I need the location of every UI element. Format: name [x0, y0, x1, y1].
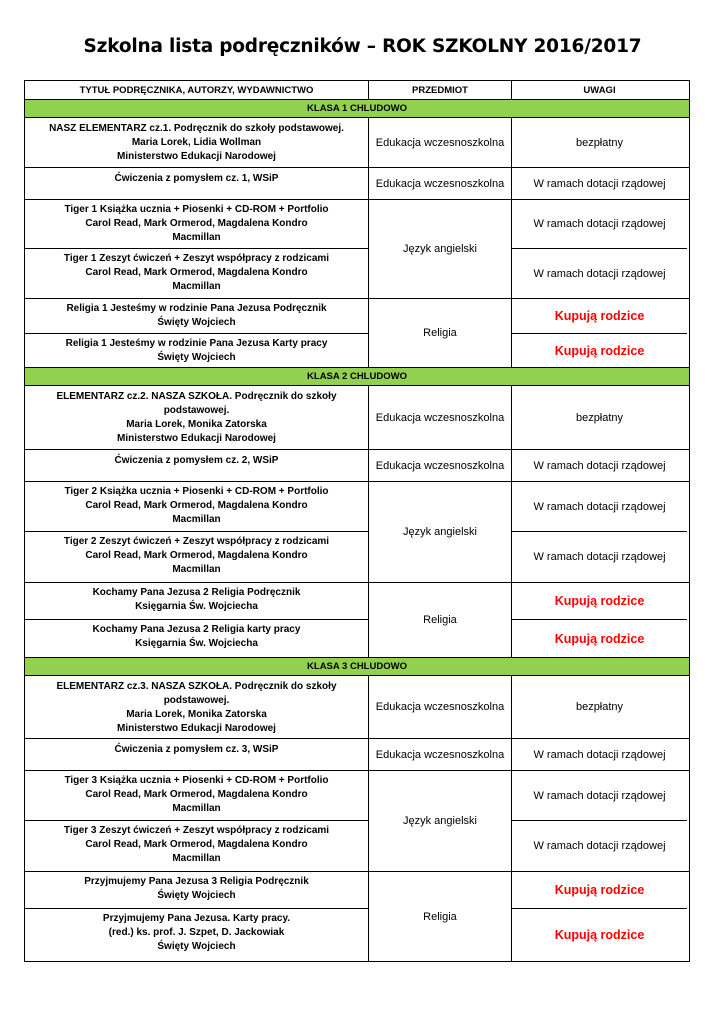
header-subject: PRZEDMIOT — [369, 81, 512, 99]
book-title: Tiger 2 Książka ucznia + Piosenki + CD-ROM + Portfolio Carol Read, Mark Ormerod, Magdalena Kondro Macmillan — [25, 482, 368, 532]
subject: Język angielski — [369, 771, 512, 871]
note-parents-buy: Kupują rodzice — [554, 631, 645, 646]
note: W ramach dotacji rządowej — [512, 482, 687, 532]
note: W ramach dotacji rządowej — [512, 771, 687, 821]
religion-group — [25, 299, 689, 368]
note: W ramach dotacji rządowej — [533, 267, 666, 280]
page-title: Szkolna lista podręczników – ROK SZKOLNY 2016/2017 — [83, 36, 642, 57]
table-row — [25, 739, 689, 771]
class-3-label: KLASA 3 CHLUDOWO — [25, 658, 689, 675]
table-header — [25, 81, 689, 100]
class-1-band — [25, 100, 689, 118]
subject: Edukacja wczesnoszkolna — [369, 168, 512, 199]
table-row — [25, 168, 689, 200]
note-parents-buy: Kupują rodzice — [512, 299, 687, 334]
subject: Edukacja wczesnoszkolna — [369, 386, 512, 449]
table-row — [25, 676, 689, 739]
class-3-band — [25, 658, 689, 676]
subject: Religia — [369, 583, 512, 657]
table-row — [25, 386, 689, 450]
note: W ramach dotacji rządowej — [533, 459, 666, 472]
class-2-label: KLASA 2 CHLUDOWO — [25, 368, 689, 385]
note-parents-buy: Kupują rodzice — [512, 872, 687, 909]
note: W ramach dotacji rządowej — [533, 748, 666, 761]
class-2-band — [25, 368, 689, 386]
note: W ramach dotacji rządowej — [512, 200, 687, 249]
subject: Język angielski — [369, 200, 512, 298]
book-title: NASZ ELEMENTARZ cz.1. Podręcznik do szkoły podstawowej. Maria Lorek, Lidia Wollman Ministerstwo Edukacji Narodowej — [25, 118, 369, 167]
book-title: Ćwiczenia z pomysłem cz. 2, WSiP — [25, 450, 369, 481]
religion-group — [25, 583, 689, 658]
book-title: Tiger 3 Zeszyt ćwiczeń + Zeszyt współpracy z rodzicami Carol Read, Mark Ormerod, Magdalena Kondro Macmillan — [63, 825, 330, 864]
note: W ramach dotacji rządowej — [533, 840, 666, 852]
book-title: Kochamy Pana Jezusa 2 Religia karty pracy Księgarnia Św. Wojciecha — [92, 624, 301, 649]
book-title: Tiger 1 Książka ucznia + Piosenki + CD-ROM + Portfolio Carol Read, Mark Ormerod, Magdalena Kondro Macmillan — [25, 200, 368, 249]
english-group — [25, 482, 689, 583]
header-title: TYTUŁ PODRĘCZNIKA, AUTORZY, WYDAWNICTWO — [25, 81, 369, 99]
note-parents-buy: Kupują rodzice — [554, 343, 645, 358]
subject: Edukacja wczesnoszkolna — [369, 739, 512, 770]
book-title: Kochamy Pana Jezusa 2 Religia Podręcznik Księgarnia Św. Wojciecha — [25, 583, 368, 620]
book-title: Religia 1 Jesteśmy w rodzinie Pana Jezusa Podręcznik Święty Wojciech — [25, 299, 368, 334]
book-title: Tiger 3 Książka ucznia + Piosenki + CD-ROM + Portfolio Carol Read, Mark Ormerod, Magdalena Kondro Macmillan — [25, 771, 368, 821]
english-group — [25, 200, 689, 299]
english-group — [25, 771, 689, 872]
table-row — [25, 450, 689, 482]
note: bezpłatny — [575, 411, 624, 424]
subject: Edukacja wczesnoszkolna — [369, 118, 512, 167]
class-1-label: KLASA 1 CHLUDOWO — [25, 100, 689, 117]
textbook-table — [24, 80, 690, 962]
book-title: Tiger 1 Zeszyt ćwiczeń + Zeszyt współpracy z rodzicami Carol Read, Mark Ormerod, Magdalena Kondro Macmillan — [63, 253, 330, 292]
note-parents-buy: Kupują rodzice — [512, 583, 687, 620]
book-title: ELEMENTARZ cz.2. NASZA SZKOŁA. Podręcznik do szkoły podstawowej. Maria Lorek, Monika Zatorska Ministerstwo Edukacji Narodowej — [25, 386, 369, 449]
note: bezpłatny — [575, 136, 624, 149]
subject: Język angielski — [369, 482, 512, 582]
book-title: Przyjmujemy Pana Jezusa. Karty pracy. (red.) ks. prof. J. Szpet, D. Jackowiak Święty Wojciech — [102, 913, 291, 952]
religion-group — [25, 872, 689, 961]
table-row — [25, 118, 689, 168]
header-notes: UWAGI — [583, 84, 616, 96]
book-title: Ćwiczenia z pomysłem cz. 3, WSiP — [25, 739, 369, 770]
book-title: Tiger 2 Zeszyt ćwiczeń + Zeszyt współpracy z rodzicami Carol Read, Mark Ormerod, Magdalena Kondro Macmillan — [63, 536, 330, 575]
book-title: ELEMENTARZ cz.3. NASZA SZKOŁA. Podręcznik do szkoły podstawowej. Maria Lorek, Monika Zatorska Ministerstwo Edukacji Narodowej — [25, 676, 369, 738]
note: W ramach dotacji rządowej — [533, 551, 666, 563]
book-title: Przyjmujemy Pana Jezusa 3 Religia Podręcznik Święty Wojciech — [25, 872, 368, 909]
note: W ramach dotacji rządowej — [533, 177, 666, 190]
note-parents-buy: Kupują rodzice — [554, 928, 645, 942]
book-title: Ćwiczenia z pomysłem cz. 1, WSiP — [25, 168, 369, 199]
subject: Edukacja wczesnoszkolna — [369, 676, 512, 738]
book-title: Religia 1 Jesteśmy w rodzinie Pana Jezusa Karty pracy Święty Wojciech — [65, 338, 328, 363]
subject: Edukacja wczesnoszkolna — [369, 450, 512, 481]
note: bezpłatny — [575, 701, 624, 713]
subject: Religia — [369, 299, 512, 367]
subject: Religia — [369, 872, 512, 961]
